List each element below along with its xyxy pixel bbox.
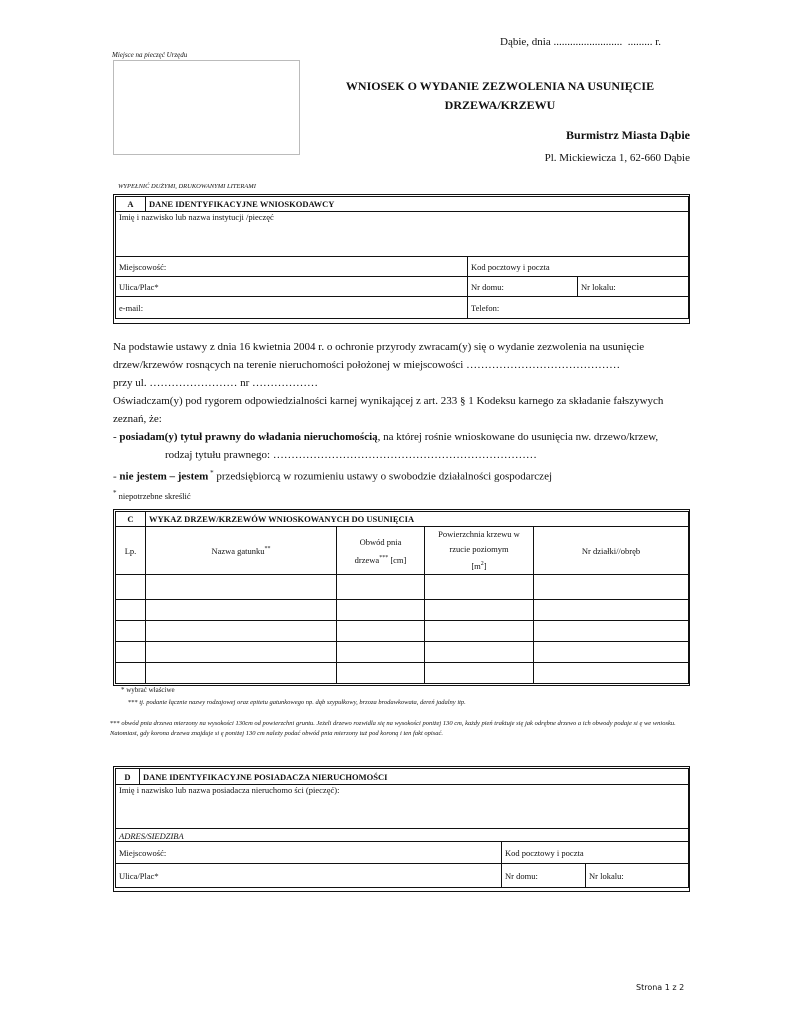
statement-line-7: rodzaj tytułu prawnego: ……………………………………………………………… xyxy=(165,449,537,461)
section-a-title: DANE IDENTYFIKACYJNE WNIOSKODAWCY xyxy=(146,197,689,212)
owner-street-field[interactable]: Ulica/Plac* xyxy=(116,864,502,888)
applicant-street-field[interactable]: Ulica/Plac* xyxy=(116,277,468,297)
table-row[interactable] xyxy=(116,642,689,663)
footnote-star: * xyxy=(113,488,117,497)
title-line-1: WNIOSEK O WYDANIE ZEZWOLENIA NA USUNIĘCIE xyxy=(345,79,655,93)
table-row[interactable] xyxy=(116,600,689,621)
addressee-address: Pl. Mickiewicza 1, 62-660 Dąbie xyxy=(544,152,690,164)
col-circ-l1: Obwód pnia xyxy=(359,536,402,547)
note-circ-text: obwód pnia drzewa mierzony na wysokości 130cm od powierzchni gruntu. Jeżeli drzewo rozwidla się na wysokości poniżej 130 cm, każdy pień traktuje się jak odrębne drzewo a ich obwody podaje si ę we wniosku. Natomiast, gdy korona drzewa znajduje si ę poniżej 130 cm należy podać obwód pnia mierzony tuż pod koroną i ten fakt opisać. xyxy=(110,720,676,737)
entrepreneur-choice: nie jestem – jestem xyxy=(119,470,209,483)
note-circumference xyxy=(110,719,692,739)
legal-title-declaration: posiadam(y) tytuł prawny do władania nieruchomością xyxy=(119,431,378,443)
applicant-email-field[interactable]: e-mail: xyxy=(116,297,468,319)
page-number: Strona 1 z 2 xyxy=(636,983,685,992)
owner-address-label: ADRES/SIEDZIBA xyxy=(116,829,689,842)
statement-line-1: Na podstawie ustawy z dnia 16 kwietnia 2004 r. o ochronie przyrody zwracam(y) się o wydanie zezwolenia na usunięcie xyxy=(113,341,645,353)
statement-line-5: zeznań, że: xyxy=(113,413,162,425)
statement-line-4: Oświadczam(y) pod rygorem odpowiedzialności karnej wynikającej z art. 233 § 1 Kodeksu karnego za składanie fałszywych xyxy=(113,395,664,407)
note-species-star: *** xyxy=(128,699,138,706)
owner-flat-field[interactable]: Nr lokalu: xyxy=(586,864,689,888)
section-c xyxy=(113,509,690,686)
title-line-2: DRZEWA/KRZEWU xyxy=(444,98,556,112)
statement-line-2: drzew/krzewów rosnących na terenie nieruchomości położonej w miejscowości …………………………………… xyxy=(113,359,621,371)
section-c-table xyxy=(115,511,689,684)
document-title xyxy=(310,77,690,115)
applicant-flat-field[interactable]: Nr lokalu: xyxy=(578,277,689,297)
section-d-table xyxy=(115,768,689,888)
section-d-title: DANE IDENTYFIKACYJNE POSIADACZA NIERUCHOMOŚCI xyxy=(140,769,689,785)
applicant-postal-field[interactable]: Kod pocztowy i poczta xyxy=(468,257,689,277)
bullet: - xyxy=(113,470,120,483)
col-area-end: ] xyxy=(483,560,487,571)
legal-title-rest: , na której rośnie wnioskowane do usunięcia nw. drzewo/krzew, xyxy=(377,431,659,443)
col-area-unit: [m xyxy=(471,560,481,571)
col-species-label: Nazwa gatunku xyxy=(211,545,265,556)
col-area-l1: Powierzchnia krzewu w xyxy=(438,529,520,540)
date-line: Dąbie, dnia ......................... ......... r. xyxy=(500,36,662,48)
fill-note: WYPEŁNIĆ DUŻYMI, DRUKOWANYMI LITERAMI xyxy=(118,183,256,190)
col-area-sup: 2 xyxy=(480,561,484,568)
note-circ-star: *** xyxy=(110,720,120,727)
bullet: - xyxy=(113,431,120,443)
col-species-sup: ** xyxy=(264,545,271,552)
col-lp: Lp. xyxy=(116,527,146,575)
table-row[interactable] xyxy=(116,663,689,684)
applicant-city-field[interactable]: Miejscowość: xyxy=(116,257,468,277)
col-circumference xyxy=(337,527,425,575)
statement-line-6 xyxy=(113,428,690,446)
section-d-letter: D xyxy=(116,769,140,785)
owner-name-field[interactable]: Imię i nazwisko lub nazwa posiadacza nieruchomo ści (pieczęć): xyxy=(116,785,689,829)
applicant-phone-field[interactable]: Telefon: xyxy=(468,297,689,319)
note-species xyxy=(128,699,466,706)
note-species-text: tj. podanie łącznie nazwy rodzajowej oraz epitetu gatunkowego np. dąb szypułkowy, brzoza brodawkowata, dereń jadalny itp. xyxy=(137,699,466,706)
statement-footnote xyxy=(113,486,690,503)
col-plot: Nr działki//obręb xyxy=(534,527,689,575)
owner-city-field[interactable]: Miejscowość: xyxy=(116,842,502,864)
applicant-house-field[interactable]: Nr domu: xyxy=(468,277,578,297)
col-circ-l2 xyxy=(340,550,421,568)
col-area xyxy=(425,527,534,575)
footnote-text: niepotrzebne skreślić xyxy=(116,490,191,501)
section-d xyxy=(113,766,690,892)
owner-house-field[interactable]: Nr domu: xyxy=(502,864,586,888)
col-circ-label: drzewa xyxy=(354,554,380,565)
section-a-table xyxy=(115,196,689,319)
col-species xyxy=(146,527,337,575)
col-circ-sup: *** xyxy=(379,554,389,561)
note-choose: * wybrać właściwe xyxy=(121,686,175,694)
statement-line-8 xyxy=(113,464,690,486)
addressee: Burmistrz Miasta Dąbie xyxy=(566,128,690,142)
table-row[interactable] xyxy=(116,575,689,600)
entrepreneur-rest: przedsiębiorcą w rozumieniu ustawy o swobodzie działalności gospodarczej xyxy=(213,470,553,483)
section-a xyxy=(113,194,690,324)
statement xyxy=(113,338,690,502)
stamp-box xyxy=(113,60,300,155)
col-circ-unit: [cm] xyxy=(388,554,407,565)
section-c-letter: C xyxy=(116,512,146,527)
applicant-name-field[interactable]: Imię i nazwisko lub nazwa instytucji /pieczęć xyxy=(116,212,689,257)
footnote-marker: * xyxy=(208,469,214,477)
owner-postal-field[interactable]: Kod pocztowy i poczta xyxy=(502,842,689,864)
section-a-letter: A xyxy=(116,197,146,212)
col-area-l2: rzucie poziomym xyxy=(449,544,509,555)
statement-line-3: przy ul. …………………… nr ……………… xyxy=(113,377,319,389)
section-c-title: WYKAZ DRZEW/KRZEWÓW WNIOSKOWANYCH DO USUNIĘCIA xyxy=(146,512,689,527)
col-area-l3 xyxy=(428,557,530,574)
stamp-label: Miejsce na pieczęć Urzędu xyxy=(112,51,188,59)
table-row[interactable] xyxy=(116,621,689,642)
